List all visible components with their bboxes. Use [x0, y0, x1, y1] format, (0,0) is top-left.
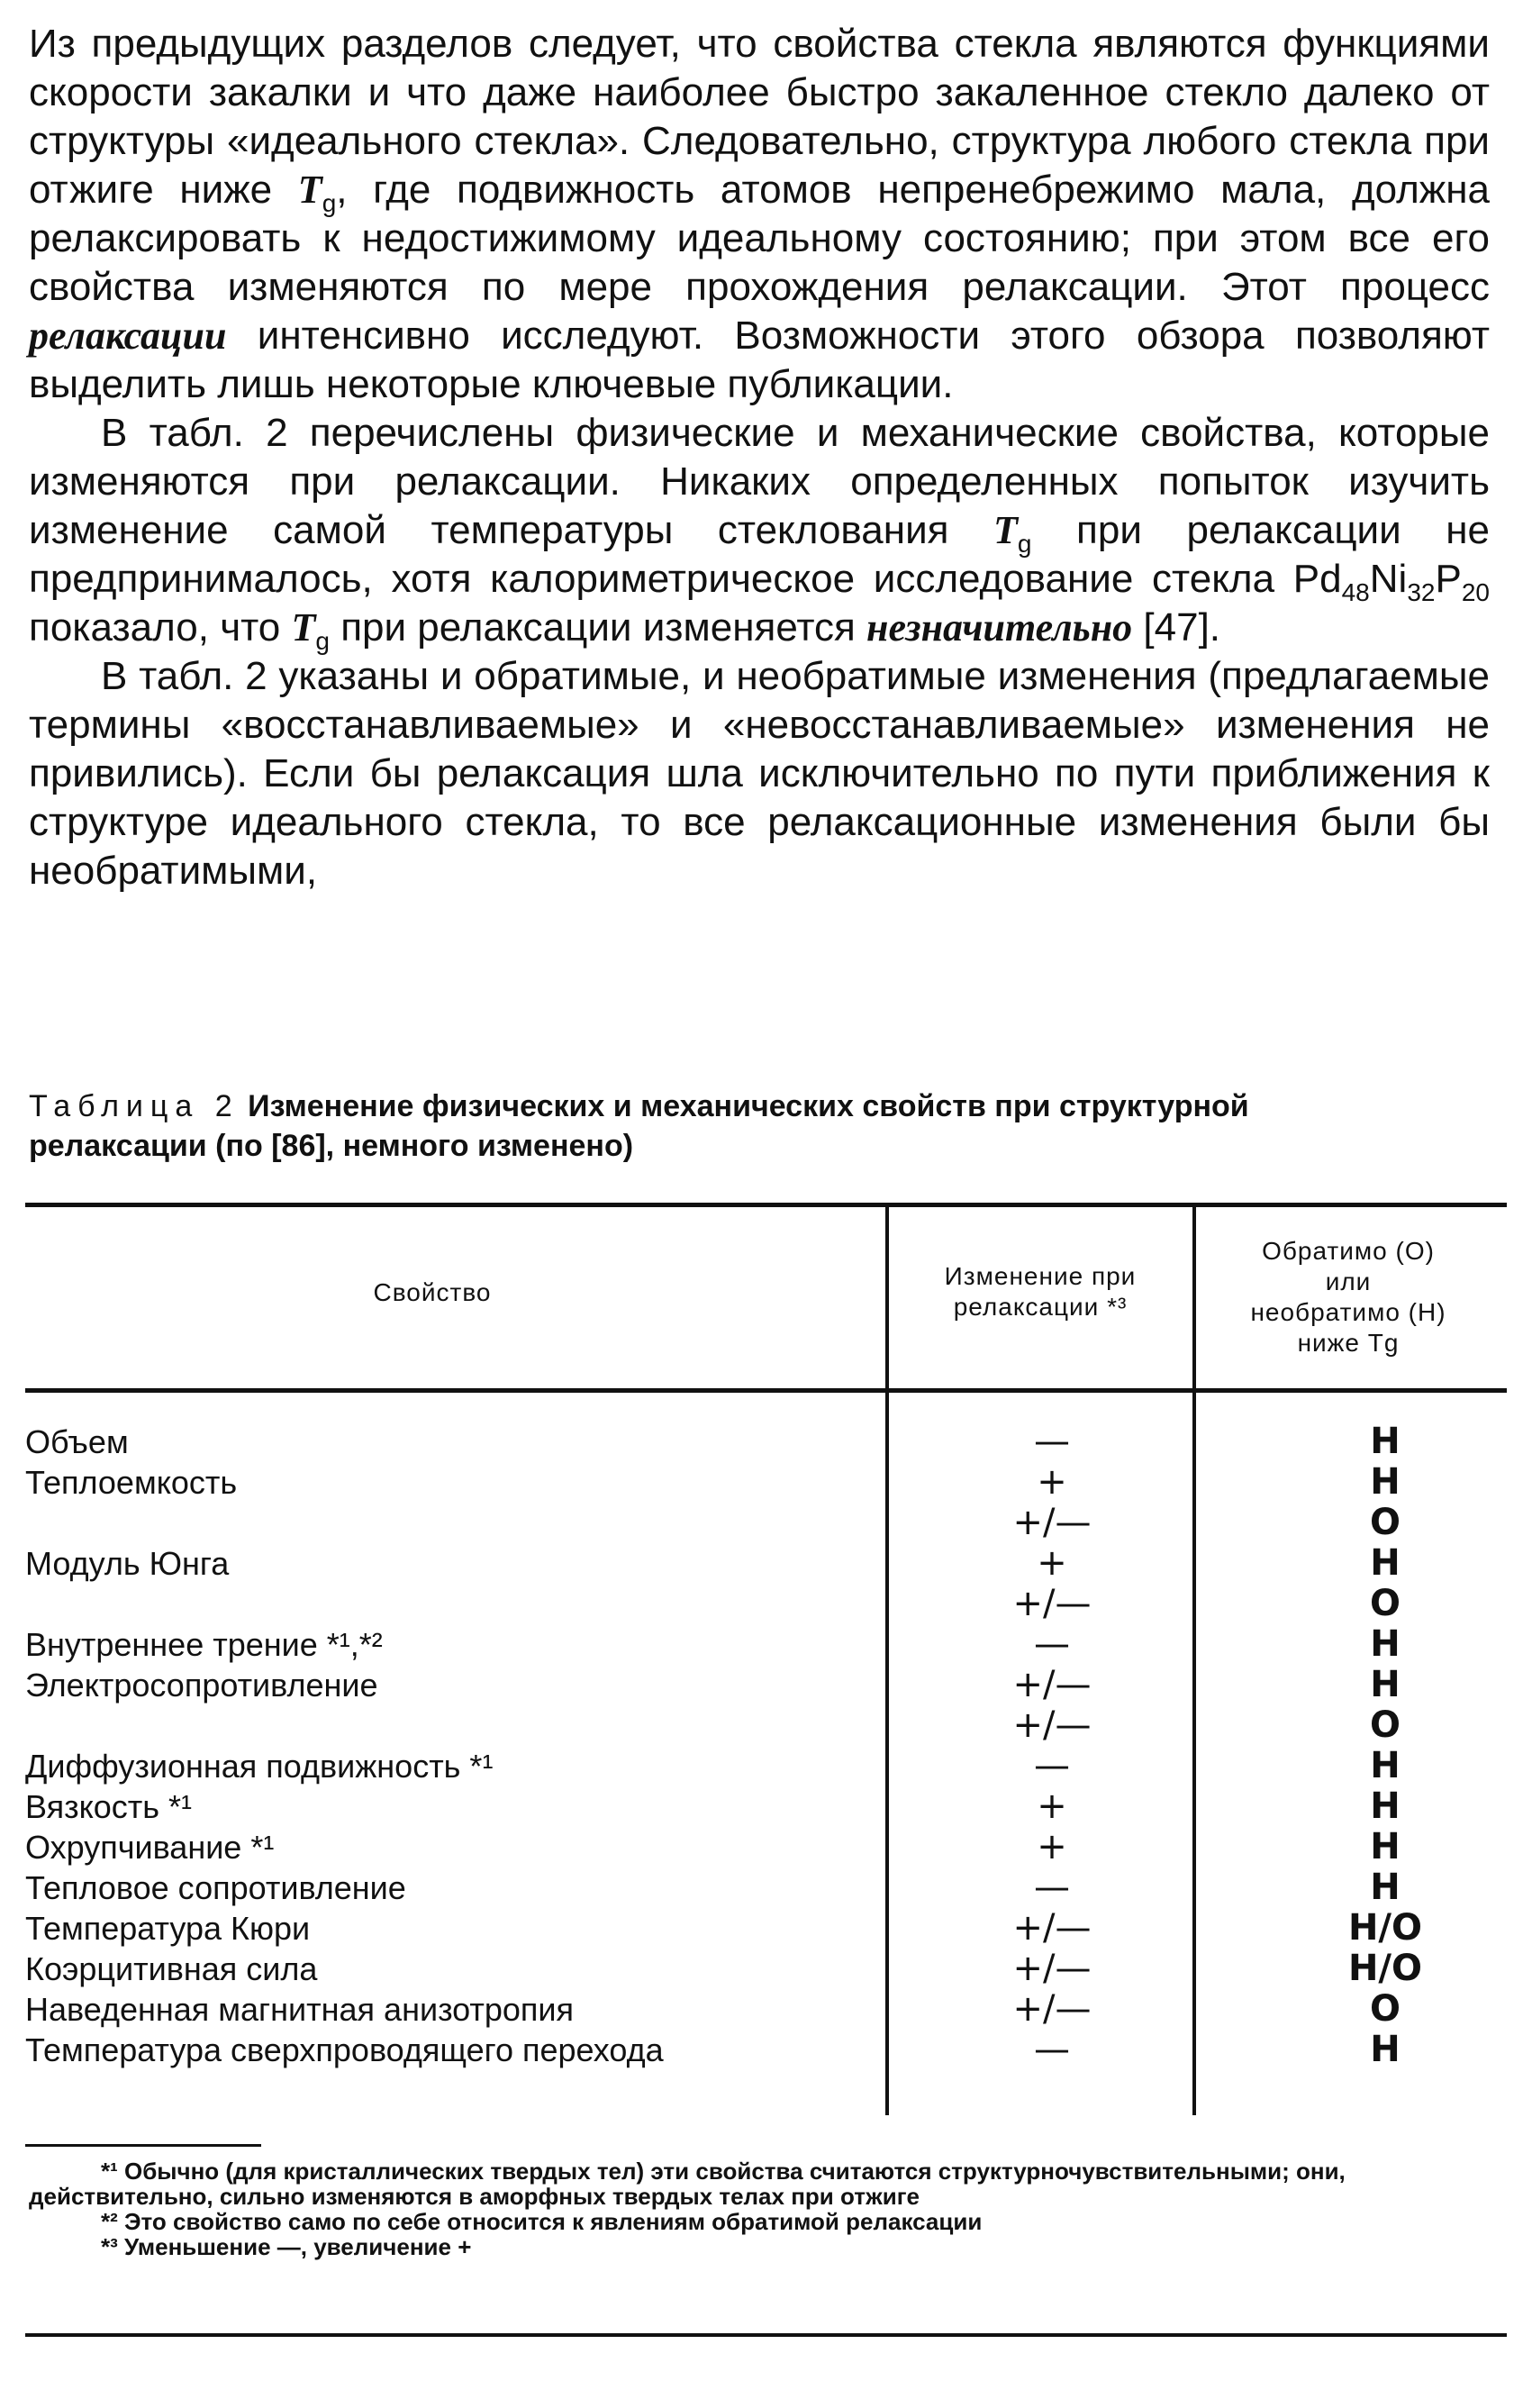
- text-run: В табл. 2 перечислены физические и механические свойства, которые изменяются при релаксации. Никаких определенных попыток изучить изменение самой температуры стеклования: [29, 411, 1490, 552]
- property-cell: Модуль Юнга: [25, 1545, 230, 1582]
- page-bottom-rule: [25, 2333, 1507, 2337]
- table-row: [25, 1462, 1502, 1503]
- change-cell: —: [1034, 1421, 1070, 1462]
- change-cell: +/—: [1012, 1988, 1092, 2030]
- reversibility-cell: Н: [1370, 1826, 1401, 1867]
- change-cell: —: [1034, 1867, 1070, 1908]
- text-run: 48: [1341, 577, 1370, 606]
- reversibility-cell: О: [1369, 1988, 1401, 2030]
- reversibility-cell: Н: [1370, 1623, 1401, 1665]
- property-cell: Температура сверхпроводящего перехода: [25, 2031, 664, 2068]
- reversibility-cell: Н: [1370, 2029, 1401, 2070]
- header-rev-line2: или: [1325, 1268, 1372, 1295]
- text-run: T: [291, 605, 316, 650]
- header-reversibility: [1200, 1236, 1497, 1358]
- table-row: [25, 1503, 1502, 1543]
- change-cell: +/—: [1012, 1948, 1092, 1989]
- table-row: [25, 1584, 1502, 1624]
- text-run: при релаксации не предпринималось, хотя калориметрическое исследование стекла Pd: [29, 508, 1490, 601]
- text-run: показало, что: [29, 605, 292, 650]
- table-row: [25, 1705, 1502, 1746]
- reversibility-cell: Н: [1370, 1664, 1401, 1705]
- reversibility-cell: О: [1369, 1583, 1401, 1624]
- text-run: , где подвижность атомов непренебрежимо мала, должна релаксировать к недостижимому идеальному состоянию; при этом все его свойства изменяются по мере прохождения релаксации. Этот процесс: [29, 168, 1490, 309]
- header-property: Свойство: [373, 1278, 492, 1306]
- paragraph: [29, 409, 1490, 655]
- text-run: при релаксации изменяется: [329, 605, 867, 650]
- footnotes: [29, 2158, 1506, 2259]
- text-run: интенсивно исследуют. Возможности этого обзора позволяют выделить лишь некоторые ключевые публикации.: [29, 313, 1490, 406]
- property-cell: Вязкость *¹: [25, 1788, 193, 1825]
- reversibility-cell: О: [1369, 1502, 1401, 1543]
- table-row: [25, 1867, 1502, 1908]
- change-cell: +/—: [1012, 1664, 1092, 1705]
- table-top-rule: [25, 1203, 1507, 1207]
- table-header-rule: [25, 1388, 1507, 1393]
- property-cell: Теплоемкость: [25, 1464, 238, 1501]
- header-change-line1: Изменение при: [944, 1262, 1137, 1290]
- text-run: Из предыдущих разделов следует, что свойства стекла являются функциями скорости закалки и что даже наиболее быстро закаленное стекло далеко от структуры «идеального стекла». Следовательно, структура любого стекла при отжиге ниже: [29, 22, 1490, 212]
- property-cell: Охрупчивание *¹: [25, 1829, 275, 1866]
- table-row: [25, 1543, 1502, 1584]
- header-rev-line4: ниже Tg: [1297, 1329, 1400, 1357]
- text-run: 32: [1407, 577, 1436, 606]
- text-run: g: [315, 626, 330, 655]
- table-row: [25, 1949, 1502, 1989]
- change-cell: +/—: [1012, 1704, 1092, 1746]
- reversibility-cell: О: [1369, 1704, 1401, 1746]
- footnote: *² Это свойство само по себе относится к явлениям обратимой релаксации: [101, 2208, 983, 2235]
- paragraph: [29, 20, 1490, 409]
- text-run: 20: [1461, 577, 1490, 606]
- paragraph: [29, 652, 1490, 895]
- reversibility-cell: Н: [1370, 1867, 1401, 1908]
- header-change-line2: релаксации *³: [953, 1293, 1128, 1321]
- text-run: Ni: [1369, 557, 1408, 601]
- table-row: [25, 2030, 1502, 2070]
- table-row: [25, 1624, 1502, 1665]
- text-run: P: [1435, 557, 1462, 601]
- text-run: В табл. 2 указаны и обратимые, и необратимые изменения (предлагаемые термины «восстанавливаемые» и «невосстанавливаемые» изменения не привились). Если бы релаксация шла исключительно по пути приближения к структуре идеального стекла, то все релаксационные изменения были бы необратимыми,: [29, 654, 1490, 893]
- property-cell: Коэрцитивная сила: [25, 1950, 318, 1987]
- change-cell: +: [1037, 1786, 1067, 1827]
- property-cell: Электросопротивление: [25, 1667, 378, 1704]
- text-run: незначительно: [866, 605, 1133, 650]
- header-change: [892, 1261, 1189, 1322]
- text-run: T: [993, 508, 1018, 552]
- change-cell: +: [1037, 1826, 1067, 1867]
- change-cell: +/—: [1012, 1502, 1092, 1543]
- change-cell: —: [1034, 1745, 1070, 1786]
- table-row: [25, 1908, 1502, 1949]
- reversibility-cell: Н/О: [1347, 1948, 1423, 1989]
- property-cell: Наведенная магнитная анизотропия: [25, 1991, 575, 2028]
- change-cell: —: [1034, 2029, 1070, 2070]
- table-caption-lead: Таблица 2: [29, 1089, 240, 1123]
- text-run: T: [297, 168, 322, 212]
- body-text: [29, 20, 1490, 895]
- table-body: [25, 1422, 1502, 2070]
- change-cell: +/—: [1012, 1907, 1092, 1949]
- change-cell: —: [1034, 1623, 1070, 1665]
- property-cell: Внутреннее трение *¹,*²: [25, 1626, 383, 1663]
- text-run: релаксации: [29, 313, 227, 358]
- footnote: *¹ Обычно (для кристаллических твердых тел) эти свойства считаются структурночувствительными; они, действительно, сильно изменяются в аморфных твердых телах при отжиге: [29, 2158, 1346, 2210]
- reversibility-cell: Н: [1370, 1421, 1401, 1462]
- footnote: *³ Уменьшение —, увеличение +: [101, 2233, 472, 2260]
- table-row: [25, 1422, 1502, 1462]
- property-cell: Температура Кюри: [25, 1910, 311, 1947]
- footnote-rule: [25, 2144, 261, 2147]
- reversibility-cell: Н: [1370, 1745, 1401, 1786]
- table-caption-text: Изменение физических и механических свойств при структурной релаксации (по [86], немного изменено): [29, 1089, 1249, 1163]
- property-cell: Объем: [25, 1423, 129, 1460]
- table-row: [25, 1786, 1502, 1827]
- header-rev-line3: необратимо (Н): [1250, 1298, 1446, 1326]
- table-row: [25, 1989, 1502, 2030]
- reversibility-cell: Н: [1370, 1786, 1401, 1827]
- change-cell: +/—: [1012, 1583, 1092, 1624]
- text-run: g: [1017, 529, 1032, 558]
- table-caption: [29, 1086, 1290, 1166]
- reversibility-cell: Н: [1370, 1461, 1401, 1503]
- table-row: [25, 1746, 1502, 1786]
- table-row: [25, 1827, 1502, 1867]
- reversibility-cell: Н/О: [1347, 1907, 1423, 1949]
- change-cell: +: [1037, 1542, 1067, 1584]
- property-cell: Тепловое сопротивление: [25, 1869, 406, 1906]
- text-run: g: [322, 188, 337, 217]
- change-cell: +: [1037, 1461, 1067, 1503]
- text-run: [47].: [1132, 605, 1221, 650]
- reversibility-cell: Н: [1370, 1542, 1401, 1584]
- property-cell: Диффузионная подвижность *¹: [25, 1748, 494, 1785]
- table-row: [25, 1665, 1502, 1705]
- header-rev-line1: Обратимо (О): [1262, 1237, 1435, 1265]
